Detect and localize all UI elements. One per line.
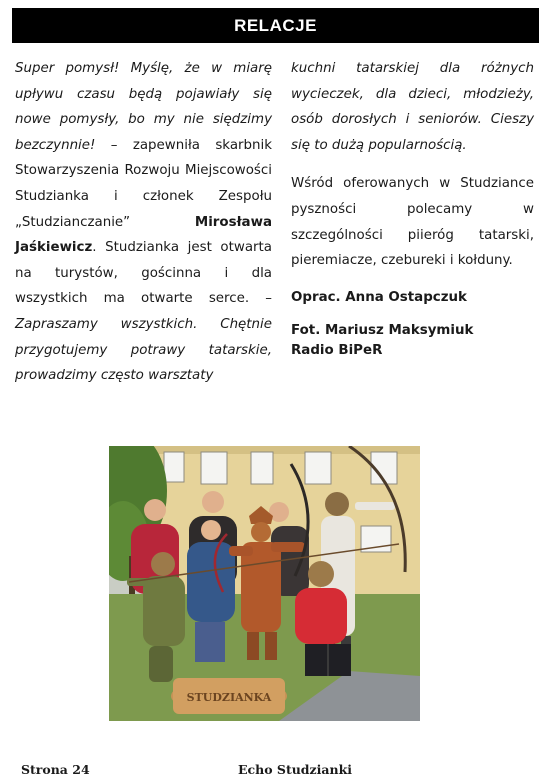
quote-text: kuchni tatarskiej dla różnych wycieczek, dla dzieci, młodzieży, osób dorosłych i seniorów. Cieszy się to dużą popularnością. [291,61,534,153]
photo-credit-line: Fot. Mariusz Maksymiuk [291,322,474,338]
group-photo [109,446,420,721]
quote-text: Zapraszamy wszystkich. Chętnie przygotujemy potrawy tatarskie, prowadzimy często warsztaty [15,316,272,384]
page-number: Strona 24 [21,762,90,777]
author-credit: Oprac. Anna Ostapczuk [291,289,467,305]
article-paragraph [15,56,272,389]
article-column-right [291,56,534,361]
person-name: Mirosława Jaśkiewicz [15,214,272,256]
sign-text: STUDZIANKA [186,691,272,704]
photo-credit-line: Radio BiPeR [291,342,383,358]
article-paragraph: Wśród oferowanych w Studziance pyszności polecamy w szczególności piieróg tatarski, pieremiacze, czebureki i kołduny. [291,176,534,269]
quote-text: Super pomysł! Myślę, że w miarę upływu czasu będą pojawiały się nowe pomysły, bo my nie siędzimy bezczynnie! [15,61,272,153]
body-text: . Studzianka jest otwarta na turystów, gościnna i dla wszystkich ma otwarte serce. – [15,240,272,307]
article-paragraph [291,56,534,158]
article-column-left [15,56,272,389]
body-text: – zapewniła skarbnik Stowarzyszenia Rozwoju Miejscowości Studzianka i członek Zespołu „Studzianczanie” [15,137,272,230]
magazine-name: Echo Studzianki [238,762,352,777]
section-title: RELACJE [234,15,317,35]
section-header [12,8,539,43]
